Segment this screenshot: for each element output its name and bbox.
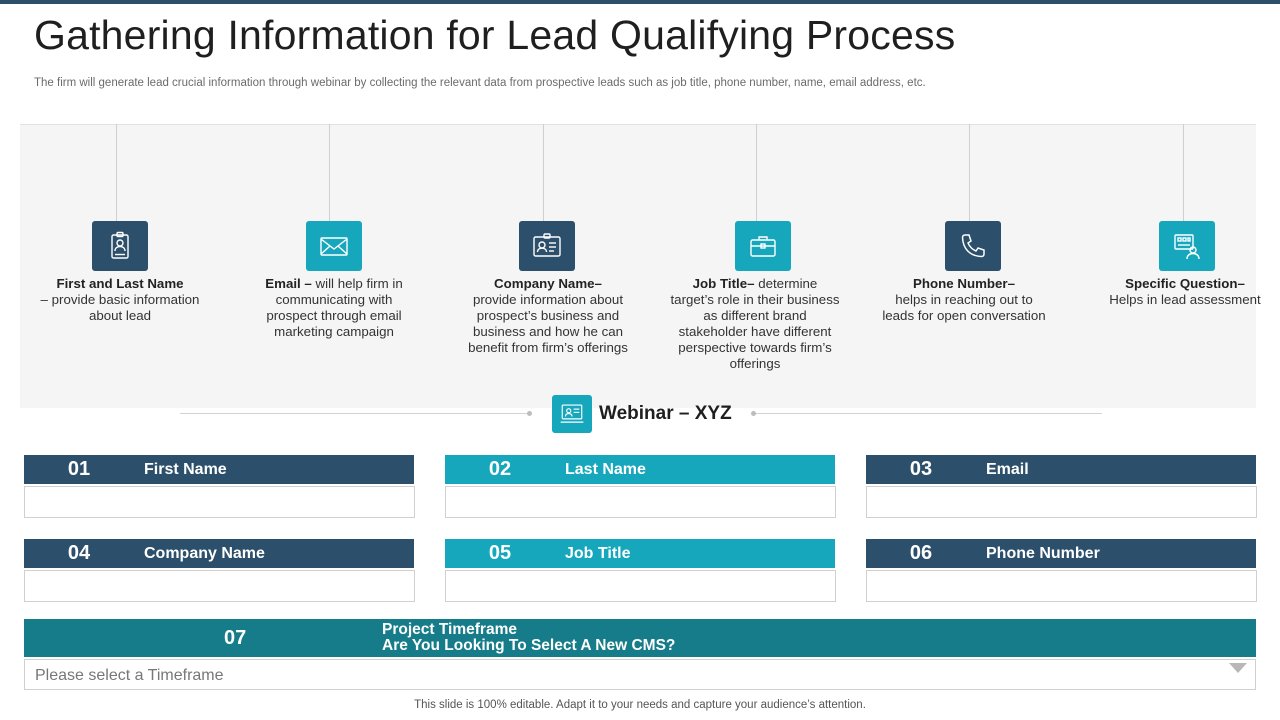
first-name-input[interactable] — [24, 486, 415, 518]
field-label: Company Name — [144, 544, 265, 562]
envelope-icon — [306, 221, 362, 271]
field-label: Phone Number — [986, 544, 1100, 562]
category-description: – provide basic information about lead — [40, 292, 200, 323]
page-title: Gathering Information for Lead Qualifying Process — [34, 12, 956, 58]
field-number: 06 — [909, 542, 933, 564]
category-description: determine target’s role in their business as different brand stakeholder have different perspective towards firm’s offerings — [670, 276, 840, 371]
category-phone-number — [879, 276, 1049, 324]
company-name-input[interactable] — [24, 570, 415, 602]
timeframe-line-2: Are You Looking To Select A New CMS? — [382, 637, 676, 654]
connector-line — [329, 124, 330, 222]
footer-note: This slide is 100% editable. Adapt it to your needs and capture your audience’s attention. — [414, 699, 866, 711]
email-input[interactable] — [866, 486, 1257, 518]
webinar-icon — [552, 395, 592, 433]
connector-line — [756, 124, 757, 222]
connector-line — [969, 124, 970, 222]
timeframe-placeholder: Please select a Timeframe — [35, 667, 224, 684]
timeframe-question — [382, 622, 675, 654]
page-subtitle: The firm will generate lead crucial information through webinar by collecting the relevant data from prospective leads such as job title, phone number, name, email address, etc. — [34, 77, 926, 89]
category-description: Helps in lead assessment — [1109, 292, 1261, 307]
field-label: Last Name — [565, 460, 646, 478]
category-title: Specific Question– — [1125, 276, 1245, 291]
top-accent-bar — [0, 0, 1280, 4]
id-badge-icon — [92, 221, 148, 271]
field-number: 05 — [488, 542, 512, 564]
field-header-timeframe — [24, 619, 1256, 657]
divider-dot — [527, 411, 532, 416]
question-form-icon — [1159, 221, 1215, 271]
divider-dot — [751, 411, 756, 416]
briefcase-icon — [735, 221, 791, 271]
category-first-last-name — [35, 276, 205, 324]
chevron-down-icon[interactable] — [1229, 663, 1247, 673]
category-specific-question — [1100, 276, 1270, 308]
field-number: 02 — [488, 458, 512, 480]
category-company-name — [463, 276, 633, 356]
field-number: 07 — [224, 627, 247, 649]
id-card-icon — [519, 221, 575, 271]
category-title: Phone Number– — [913, 276, 1015, 291]
category-title: First and Last Name — [56, 276, 184, 291]
field-header-phone-number — [866, 539, 1256, 568]
category-description: provide information about prospect’s business and business and how he can benefit from firm’s offerings — [468, 292, 628, 355]
category-description: helps in reaching out to leads for open conversation — [882, 292, 1046, 323]
info-panel — [20, 124, 1256, 408]
field-header-company-name — [24, 539, 414, 568]
field-header-job-title — [445, 539, 835, 568]
connector-line — [543, 124, 544, 222]
category-title: Job Title– — [692, 276, 755, 291]
phone-icon — [945, 221, 1001, 271]
category-job-title — [670, 276, 840, 372]
field-label: Job Title — [565, 544, 631, 562]
divider-line — [180, 413, 530, 414]
field-header-email — [866, 455, 1256, 484]
job-title-input[interactable] — [445, 570, 836, 602]
connector-line — [1183, 124, 1184, 222]
phone-number-input[interactable] — [866, 570, 1257, 602]
timeframe-select[interactable] — [24, 659, 1256, 690]
category-title: Company Name– — [494, 276, 602, 291]
last-name-input[interactable] — [445, 486, 836, 518]
field-label: Email — [986, 460, 1029, 478]
timeframe-line-1: Project Timeframe — [382, 621, 517, 638]
field-label: First Name — [144, 460, 227, 478]
field-header-last-name — [445, 455, 835, 484]
field-number: 04 — [67, 542, 91, 564]
field-number: 01 — [67, 458, 91, 480]
category-title: Email – — [265, 276, 312, 291]
connector-line — [116, 124, 117, 222]
webinar-title: Webinar – XYZ — [599, 403, 732, 424]
field-header-first-name — [24, 455, 414, 484]
divider-line — [752, 413, 1102, 414]
category-description: will help firm in communicating with prospect through email marketing campaign — [266, 276, 403, 339]
field-number: 03 — [909, 458, 933, 480]
category-email — [249, 276, 419, 340]
